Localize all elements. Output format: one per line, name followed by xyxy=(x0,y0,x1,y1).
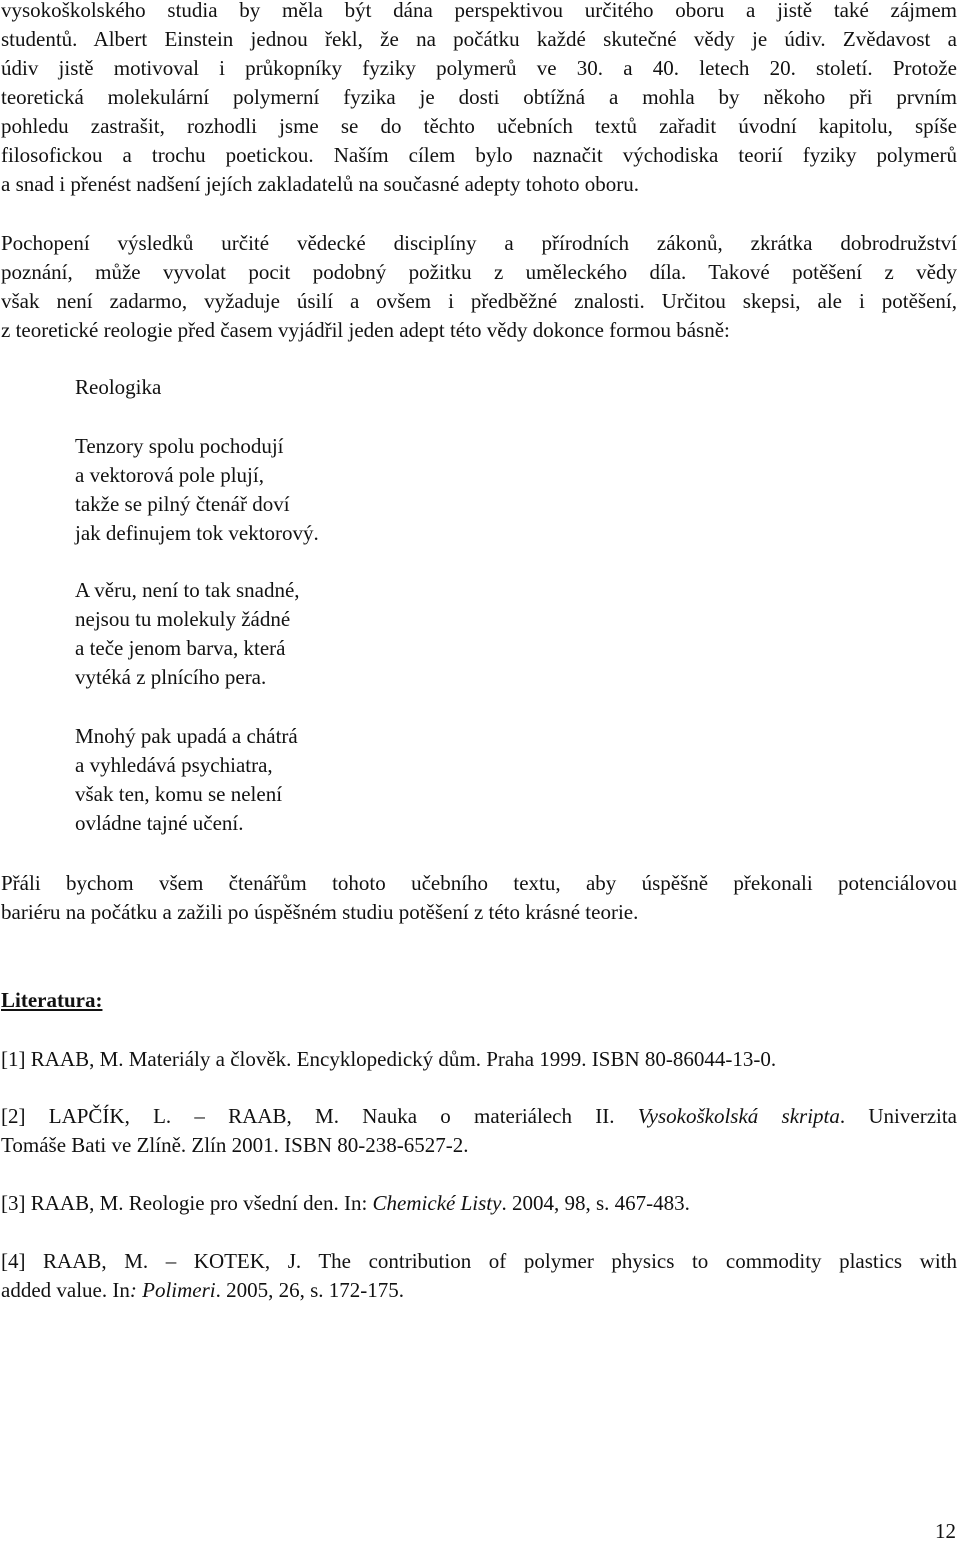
reference-text: . Univerzita xyxy=(839,1104,958,1128)
reference-source: : Polimeri xyxy=(129,1278,216,1302)
reference-text: [3] RAAB, M. Reologie pro všední den. In: xyxy=(1,1191,373,1215)
text-line: vysokoškolského studia by měla být dána perspektivou určitého oboru a jistě také zájmem xyxy=(1,0,957,22)
reference-line xyxy=(1,1102,957,1131)
poem-verse: ovládne tajné učení. xyxy=(75,811,244,835)
text-line: Pochopení výsledků určité vědecké disciplíny a přírodních zákonů, zkrátka dobrodružství xyxy=(1,231,957,255)
reference-line xyxy=(1,1189,957,1218)
text-line: však není zadarmo, vyžaduje úsilí a ovšem i předběžné znalosti. Určitou skepsi, ale i potěšení, xyxy=(1,289,957,313)
reference-text: . 2005, 26, s. 172-175. xyxy=(215,1278,405,1302)
text-line: Přáli bychom všem čtenářům tohoto učebního textu, aby úspěšně překonali potenciálovou xyxy=(1,871,957,895)
text-line: teoretická molekulární polymerní fyzika je dosti obtížná a mohla by někoho při prvním xyxy=(1,85,957,109)
poem-verse: nejsou tu molekuly žádné xyxy=(75,607,291,631)
poem-title: Reologika xyxy=(75,375,162,399)
text-line: poznání, může vyvolat pocit podobný požitku z uměleckého díla. Takové potěšení z vědy xyxy=(1,260,957,284)
text-line: pohledu zastrašit, rozhodli jsme se do těchto učebních textů zařadit úvodní kapitolu, spíše xyxy=(1,114,957,138)
reference-source: Chemické Listy xyxy=(372,1191,502,1215)
poem-verse: vytéká z plnícího pera. xyxy=(75,665,267,689)
reference-text: [2] LAPČÍK, L. – RAAB, M. Nauka o materiálech II. xyxy=(1,1104,638,1128)
poem-verse: takže se pilný čtenář doví xyxy=(75,492,290,516)
poem-verse: a teče jenom barva, která xyxy=(75,636,286,660)
reference-item xyxy=(1,1045,957,1074)
poem-verse: Mnohý pak upadá a chátrá xyxy=(75,724,298,748)
text-line: bariéru na počátku a zažili po úspěšném studiu potěšení z této krásné teorie. xyxy=(1,900,639,924)
reference-text: [4] RAAB, M. – KOTEK, J. The contribution of polymer physics to commodity plastics with xyxy=(1,1249,957,1273)
page-number: 12 xyxy=(935,1519,956,1543)
poem-stanza xyxy=(75,432,319,548)
text-line: filosofickou a trochu poetickou. Naším cílem bylo naznačit východiska teorií fyziky polymerů xyxy=(1,143,957,167)
reference-text: . 2004, 98, s. 467-483. xyxy=(501,1191,690,1215)
understanding-paragraph xyxy=(1,229,957,345)
poem-verse: A věru, není to tak snadné, xyxy=(75,578,300,602)
reference-item xyxy=(1,1189,957,1218)
closing-paragraph xyxy=(1,869,957,927)
text-line: studentů. Albert Einstein jednou řekl, že na počátku každé skutečné vědy je údiv. Zvědavost a xyxy=(1,27,957,51)
poem-verse: jak definujem tok vektorový. xyxy=(75,521,319,545)
poem-verse: a vektorová pole plují, xyxy=(75,463,264,487)
poem xyxy=(75,373,319,835)
poem-stanza xyxy=(75,576,300,692)
reference-source: Vysokoškolská skripta xyxy=(637,1104,840,1128)
literature-heading: Literatura: xyxy=(1,988,103,1012)
poem-verse: však ten, komu se nelení xyxy=(75,782,283,806)
text-line: údiv jistě motivoval i průkopníky fyziky polymerů ve 30. a 40. letech 20. století. Protože xyxy=(1,56,957,80)
reference-text: added value. In xyxy=(1,1278,130,1302)
intro-paragraph xyxy=(1,0,957,199)
reference-text: [1] RAAB, M. Materiály a člověk. Encyklopedický dům. Praha 1999. ISBN 80-86044-13-0. xyxy=(1,1047,777,1071)
reference-line xyxy=(1,1276,957,1305)
reference-item xyxy=(1,1102,957,1160)
reference-text: Tomáše Bati ve Zlíně. Zlín 2001. ISBN 80-238-6527-2. xyxy=(1,1133,469,1157)
poem-verse: Tenzory spolu pochodují xyxy=(75,434,284,458)
poem-verse: a vyhledává psychiatra, xyxy=(75,753,273,777)
reference-item xyxy=(1,1247,957,1305)
text-line: a snad i přenést nadšení jejích zakladatelů na současné adepty tohoto oboru. xyxy=(1,172,639,196)
text-line: z teoretické reologie před časem vyjádřil jeden adept této vědy dokonce formou básně: xyxy=(1,318,730,342)
poem-stanza xyxy=(75,722,298,838)
